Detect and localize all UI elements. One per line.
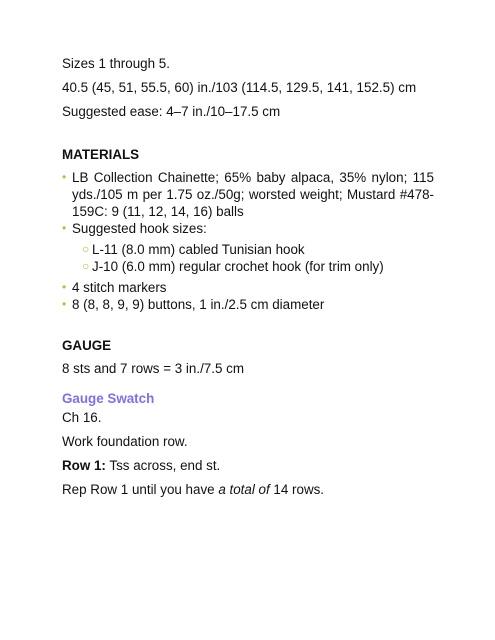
sizes-line: Sizes 1 through 5. — [62, 56, 170, 71]
materials-item-text: Suggested hook sizes: — [72, 221, 207, 236]
gauge-heading: GAUGE — [62, 338, 112, 353]
bullet-icon: • — [62, 170, 67, 184]
foundation-instruction: Work foundation row. — [62, 434, 188, 449]
materials-item-text: LB Collection Chainette; 65% baby alpaca, 35% nylon; 115 yds./105 m per 1.75 oz./50g; worsted weight; Mustard #478-159C: 9 (11, 12, 14, 16) balls — [72, 170, 434, 219]
gauge-line: 8 sts and 7 rows = 3 in./7.5 cm — [62, 361, 244, 376]
repeat-text-italic: a total of — [218, 482, 270, 497]
repeat-text-end: 14 rows. — [269, 482, 325, 497]
measurements-line: 40.5 (45, 51, 55.5, 60) in./103 (114.5, 129.5, 141, 152.5) cm — [62, 80, 417, 95]
gauge-swatch-heading: Gauge Swatch — [62, 391, 155, 406]
hook-size-item — [82, 258, 434, 275]
repeat-instruction — [62, 481, 434, 498]
hook-size-text: L-11 (8.0 mm) cabled Tunisian hook — [92, 242, 305, 257]
row1-instruction — [62, 457, 434, 474]
hook-size-text: J-10 (6.0 mm) regular crochet hook (for trim only) — [92, 259, 384, 274]
bullet-icon: • — [62, 297, 67, 311]
chain-instruction: Ch 16. — [62, 410, 102, 425]
hook-sizes-list — [72, 241, 434, 275]
repeat-text-start: Rep Row 1 until you have — [62, 482, 219, 497]
materials-list — [62, 169, 434, 313]
ring-bullet-icon: ○ — [82, 259, 90, 273]
materials-item-markers — [62, 279, 434, 296]
bullet-icon: • — [62, 280, 67, 294]
pattern-page — [62, 55, 434, 505]
materials-heading: MATERIALS — [62, 147, 140, 162]
bullet-icon: • — [62, 221, 67, 235]
materials-item-text: 4 stitch markers — [72, 280, 167, 295]
hook-size-item — [82, 241, 434, 258]
row1-text: Tss across, end st. — [109, 458, 221, 473]
ease-line: Suggested ease: 4–7 in./10–17.5 cm — [62, 104, 281, 119]
materials-item-text: 8 (8, 8, 9, 9) buttons, 1 in./2.5 cm diameter — [72, 297, 325, 312]
materials-item-yarn — [62, 169, 434, 220]
materials-item-buttons — [62, 296, 434, 313]
row1-label: Row 1: — [62, 458, 106, 473]
ring-bullet-icon: ○ — [82, 242, 90, 256]
materials-item-hooks — [62, 220, 434, 275]
